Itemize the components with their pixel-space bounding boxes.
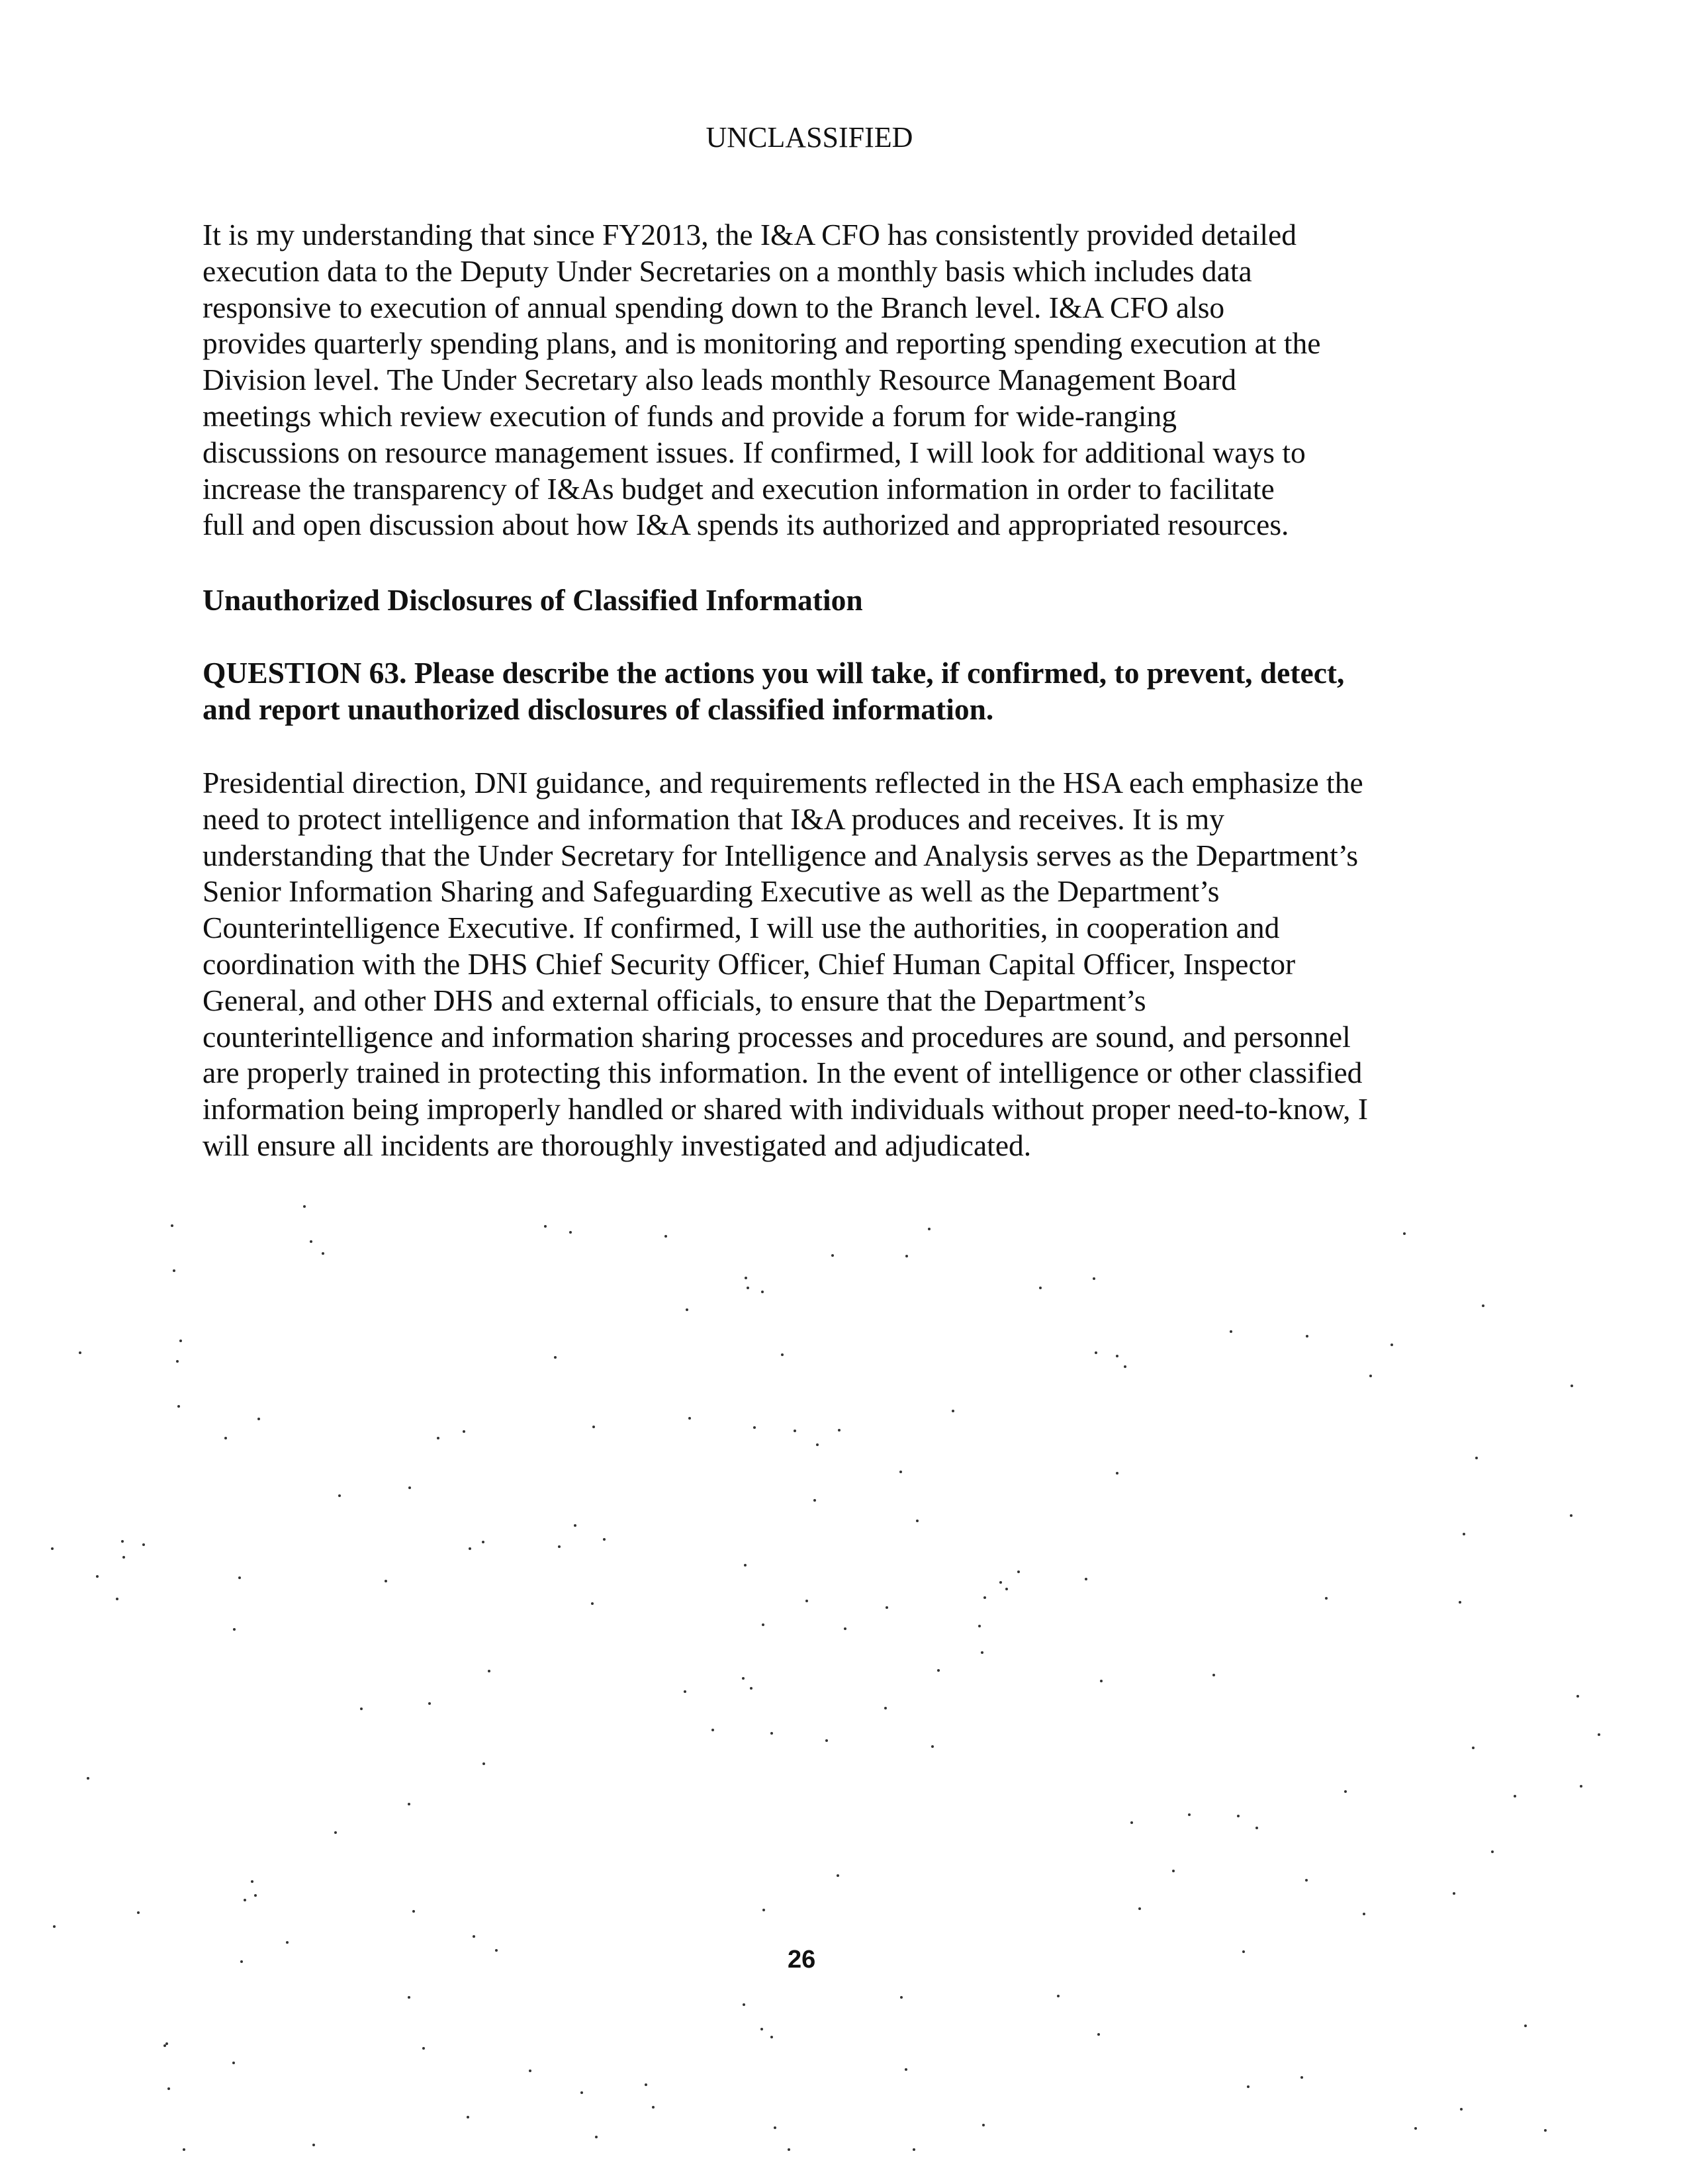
speck [913,2148,915,2151]
speck [978,1625,981,1627]
text-line: and report unauthorized disclosures of classified information. [203,692,994,726]
speck [1242,1950,1245,1953]
speck [774,2126,776,2129]
speck [469,1547,471,1550]
speck [1576,1695,1579,1698]
section-heading-text: Unauthorized Disclosures of Classified Information [203,583,863,617]
speck [684,1690,686,1693]
speck [437,1437,439,1439]
speck [385,1580,387,1582]
speck [742,1677,745,1680]
speck [1472,1747,1475,1749]
speck [1305,1879,1308,1882]
speck [495,1949,498,1952]
speck [1212,1674,1215,1676]
speck [1172,1870,1175,1872]
speck [770,2036,773,2038]
speck [761,1291,764,1293]
speck [928,1228,931,1230]
speck [1453,1892,1455,1895]
speck [831,1254,834,1257]
speck [240,1960,243,1963]
text-line: responsive to execution of annual spending down to the Branch level. I&A CFO also [203,290,1225,324]
speck [816,1443,819,1446]
text-line: provides quarterly spending plans, and is monitoring and reporting spending execution at the [203,326,1321,361]
speck [688,1417,691,1420]
speck [428,1702,431,1705]
speck [322,1252,324,1255]
speck [529,2070,531,2072]
speck [224,1437,227,1439]
speck [1460,2108,1463,2111]
speck [303,1205,306,1208]
speck [171,1224,173,1227]
text-line: are properly trained in protecting this information. In the event of intelligence or other classified [203,1056,1363,1090]
speck [937,1669,940,1672]
speck [711,1729,714,1731]
speck [1414,2127,1417,2130]
speck [286,1941,289,1944]
speck [825,1739,828,1742]
text-line: information being improperly handled or shared with individuals without proper need-to-know, I [203,1092,1369,1126]
speck [753,1426,756,1429]
speck [87,1777,89,1780]
speck [1116,1472,1118,1475]
speck [1039,1287,1042,1289]
speck [1095,1351,1097,1354]
speck [1580,1785,1582,1788]
paragraph-budget-transparency [203,217,1320,543]
speck [982,2124,985,2126]
speck [983,1596,986,1599]
speck [1057,1995,1060,1997]
speck [334,1831,337,1834]
speck [952,1410,954,1412]
speck [482,1541,484,1543]
speck [408,1486,411,1489]
section-heading [203,582,863,619]
speck [745,1277,747,1279]
speck [554,1356,557,1359]
text-line: Division level. The Under Secretary also leads monthly Resource Management Board [203,363,1237,397]
speck [482,1762,485,1765]
speck [760,2028,763,2030]
speck [1230,1330,1232,1333]
speck [1482,1304,1484,1307]
speck [51,1547,54,1550]
speck [1524,2025,1527,2027]
speck [251,1880,253,1883]
text-line: meetings which review execution of funds and provide a forum for wide-ranging [203,398,1177,433]
speck [544,1225,547,1228]
speck [1325,1597,1328,1600]
text-line: coordination with the DHS Chief Security Officer, Chief Human Capital Officer, Inspector [203,946,1296,981]
speck [603,1538,606,1541]
speck [981,1651,983,1654]
text-line: full and open discussion about how I&A spends its authorized and appropriated resources. [203,508,1289,542]
speck [1459,1601,1461,1604]
speck [569,1231,572,1234]
speck [905,2068,907,2071]
speck [173,1269,175,1272]
speck [1363,1913,1365,1915]
speck [838,1429,841,1432]
speck [1085,1578,1087,1580]
speck [574,1524,576,1527]
speck [177,1405,180,1408]
speck [176,1360,179,1363]
speck [1138,1907,1141,1910]
speck [167,2087,170,2090]
speck [1124,1365,1126,1368]
speck [1570,1514,1572,1517]
text-line: will ensure all incidents are thoroughly investigated and adjudicated. [203,1128,1032,1162]
speck [747,1287,749,1289]
speck [408,1803,410,1805]
speck [1306,1335,1308,1338]
text-line: General, and other DHS and external officials, to ensure that the Department’s [203,983,1146,1017]
speck [837,1874,839,1877]
text-line: understanding that the Under Secretary for Intelligence and Analysis serves as the Department’s [203,838,1359,872]
speck [781,1353,784,1356]
speck [122,1556,125,1559]
speck [232,2062,235,2064]
speck [770,1732,773,1735]
text-line: discussions on resource management issues. If confirmed, I will look for additional ways to [203,435,1306,469]
speck [595,2136,598,2138]
text-line: execution data to the Deputy Under Secretaries on a monthly basis which includes data [203,253,1252,288]
speck [652,2106,655,2109]
speck [408,1996,410,1999]
speck [257,1418,260,1420]
speck [1300,2076,1303,2079]
speck [591,1602,594,1605]
speck [1097,2033,1100,2036]
speck [179,1340,182,1342]
speck [116,1598,118,1600]
text-line: increase the transparency of I&As budget and execution information in order to facilitate [203,471,1275,506]
speck [310,1240,312,1243]
speck [1463,1533,1465,1535]
speck [743,2003,745,2006]
speck [558,1545,561,1548]
speck [1475,1457,1478,1459]
speck [788,2148,790,2151]
text-line: It is my understanding that since FY2013, the I&A CFO has consistently provided detailed [203,218,1297,251]
speck [884,1707,887,1709]
speck [1369,1375,1372,1377]
speck [473,1935,475,1938]
speck [53,1925,56,1928]
speck [916,1520,919,1522]
speck [1237,1815,1240,1817]
speck [645,2083,647,2086]
speck [931,1745,934,1748]
speck [183,2148,185,2151]
speck [1130,1821,1133,1824]
speck [1514,1795,1516,1797]
speck [1344,1790,1347,1793]
speck [805,1600,808,1602]
speck [142,1543,145,1546]
speck [1247,2085,1250,2088]
page-number: 26 [788,1946,816,1974]
speck [1598,1733,1600,1736]
speck [762,1909,765,1911]
classification-header: UNCLASSIFIED [706,121,913,154]
speck [338,1494,341,1497]
speck [794,1430,796,1432]
speck [467,2116,469,2118]
speck [1403,1232,1406,1235]
speck [1017,1570,1020,1573]
speck [422,2047,425,2050]
speck [79,1351,81,1354]
speck [121,1540,124,1543]
speck [412,1910,415,1913]
speck [686,1308,688,1311]
speck [254,1894,257,1897]
text-line: Senior Information Sharing and Safeguarding Executive as well as the Department’s [203,874,1220,909]
speck [244,1899,246,1901]
speck [664,1235,667,1238]
speck [238,1576,241,1579]
speck [96,1575,99,1578]
speck [360,1707,363,1710]
text-line: need to protect intelligence and information that I&A produces and receives. It is my [203,801,1224,836]
speck [744,1564,747,1567]
text-line: QUESTION 63. Please describe the actions you will take, if confirmed, to prevent, detect, [203,656,1345,690]
speck [1093,1277,1095,1280]
speck [1116,1355,1118,1357]
text-line: Presidential direction, DNI guidance, and requirements reflected in the HSA each emphasize the [203,766,1363,799]
speck [899,1471,902,1473]
speck [463,1430,465,1433]
text-line: counterintelligence and information sharing processes and procedures are sound, and personnel [203,1019,1351,1054]
speck [762,1623,764,1626]
speck [1571,1385,1573,1387]
speck [844,1627,846,1630]
speck [886,1606,888,1609]
speck [1005,1588,1008,1590]
paragraph-unauthorized-disclosures [203,765,1368,1164]
speck [750,1687,752,1690]
speck [312,2144,315,2146]
speck [592,1426,595,1428]
speck [999,1581,1002,1584]
speck [1544,2129,1547,2132]
text-line: Counterintelligence Executive. If confirmed, I will use the authorities, in cooperation and [203,911,1280,945]
speck [1100,1680,1103,1682]
speck [137,1911,140,1914]
speck [1188,1813,1191,1816]
speck [1491,1850,1494,1853]
speck [813,1499,816,1502]
question-63 [203,655,1344,728]
speck [163,2044,166,2047]
speck [580,2091,583,2094]
speck [488,1670,490,1672]
speck [233,1628,236,1631]
speck [1390,1343,1393,1346]
speck [1255,1827,1258,1829]
speck [905,1255,908,1257]
speck [900,1996,903,1999]
